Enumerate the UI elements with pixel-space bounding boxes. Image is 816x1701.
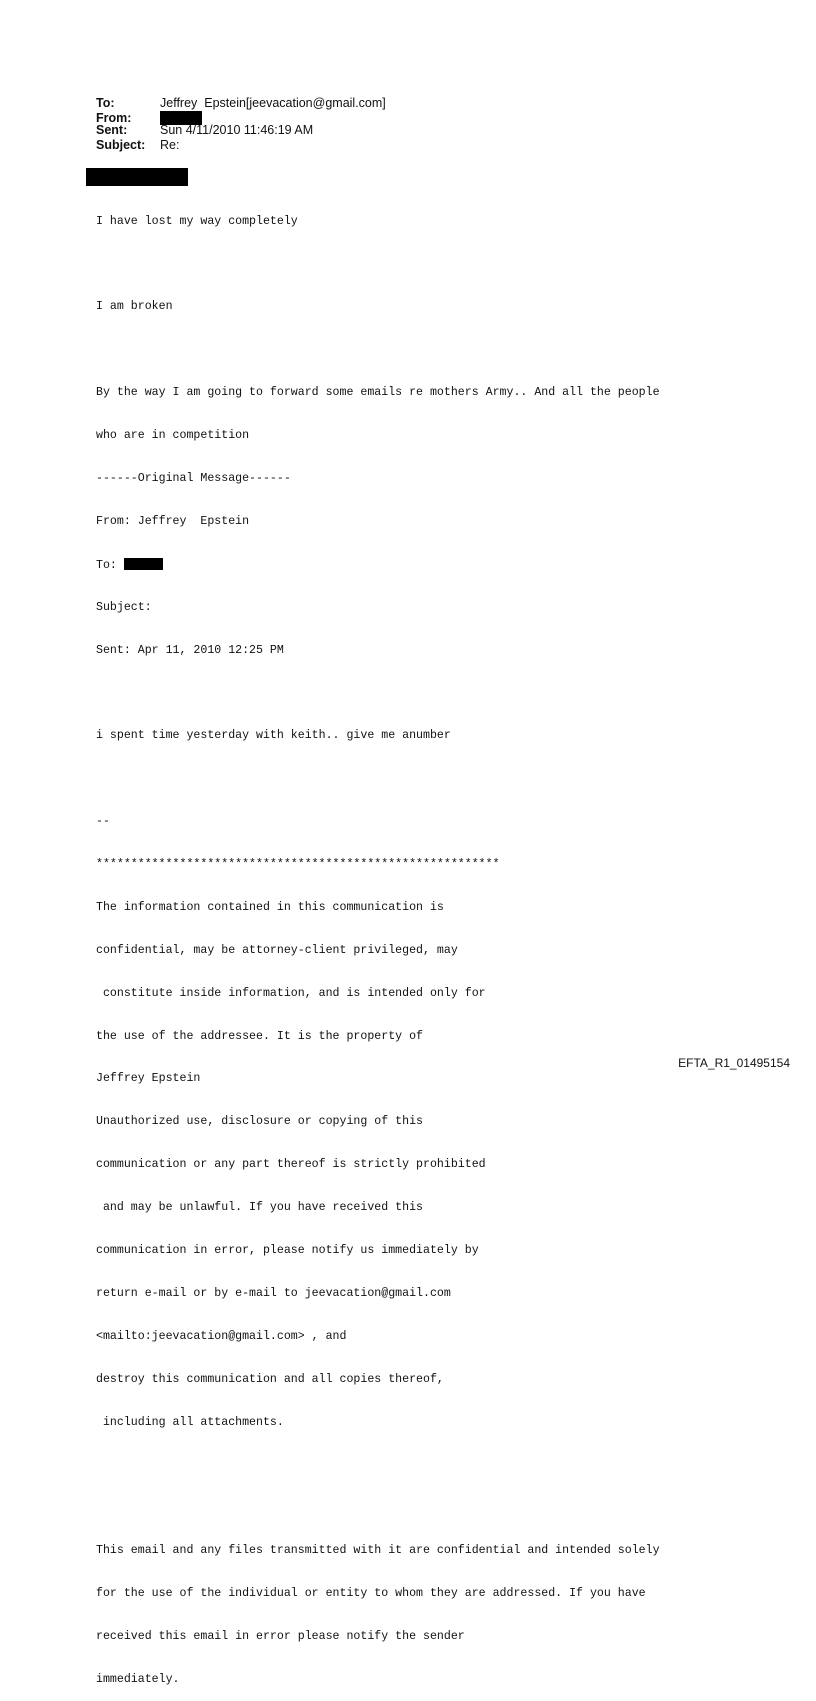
subject-row bbox=[96, 138, 386, 153]
body-line: communication or any part thereof is strictly prohibited bbox=[96, 1158, 486, 1172]
body-line: ********************************************************** bbox=[96, 857, 500, 871]
body-line: received this email in error please notify the sender bbox=[96, 1629, 465, 1643]
email-header bbox=[96, 96, 386, 152]
body-line: I have lost my way completely bbox=[96, 214, 298, 228]
body-line bbox=[96, 1458, 660, 1472]
body-line: This email and any files transmitted with it are confidential and intended solely bbox=[96, 1544, 660, 1558]
body-line: return e-mail or by e-mail to jeevacation@gmail.com bbox=[96, 1286, 451, 1300]
body-line: ------Original Message------ bbox=[96, 471, 291, 485]
body-line: the use of the addressee. It is the property of bbox=[96, 1029, 423, 1043]
body-line: confidential, may be attorney-client privileged, may bbox=[96, 943, 458, 957]
body-line: Sent: Apr 11, 2010 12:25 PM bbox=[96, 643, 284, 657]
body-line: Unauthorized use, disclosure or copying of this bbox=[96, 1115, 423, 1129]
email-body bbox=[96, 186, 660, 1701]
body-line: Jeffrey Epstein bbox=[96, 1072, 201, 1086]
body-line bbox=[96, 1501, 660, 1515]
subject-value: Re: bbox=[160, 137, 180, 152]
body-line bbox=[96, 257, 660, 271]
subject-label: Subject: bbox=[96, 137, 146, 152]
sent-value: Sun 4/11/2010 11:46:19 AM bbox=[160, 123, 314, 137]
body-line bbox=[96, 772, 660, 786]
sent-row bbox=[96, 123, 386, 138]
body-line: I am broken bbox=[96, 300, 173, 314]
to-row bbox=[96, 96, 386, 111]
to-label: To: bbox=[96, 96, 115, 110]
body-line: <mailto:jeevacation@gmail.com> , and bbox=[96, 1329, 347, 1343]
body-line: and may be unlawful. If you have received this bbox=[96, 1201, 423, 1215]
body-line: destroy this communication and all copies thereof, bbox=[96, 1372, 444, 1386]
body-line: constitute inside information, and is intended only for bbox=[96, 986, 486, 1000]
to-value: Jeffrey Epstein[jeevacation@gmail.com] bbox=[160, 96, 386, 110]
redaction-box bbox=[86, 168, 188, 186]
body-line bbox=[96, 343, 660, 357]
document-id: EFTA_R1_01495154 bbox=[678, 1056, 790, 1070]
body-line: including all attachments. bbox=[96, 1415, 284, 1429]
body-line: i spent time yesterday with keith.. give me anumber bbox=[96, 729, 451, 743]
body-line: From: Jeffrey Epstein bbox=[96, 514, 250, 528]
body-line: -- bbox=[96, 815, 110, 829]
to-line bbox=[96, 558, 660, 572]
body-line: for the use of the individual or entity to whom they are addressed. If you have bbox=[96, 1587, 646, 1601]
body-line: By the way I am going to forward some emails re mothers Army.. And all the people bbox=[96, 386, 660, 400]
body-line bbox=[96, 686, 660, 700]
body-line: communication in error, please notify us immediately by bbox=[96, 1243, 479, 1257]
body-line: To: bbox=[96, 558, 124, 572]
body-line: The information contained in this communication is bbox=[96, 900, 444, 914]
body-line: who are in competition bbox=[96, 429, 250, 443]
redaction-box bbox=[124, 558, 163, 570]
body-line: immediately. bbox=[96, 1672, 180, 1686]
from-label: From: bbox=[96, 110, 132, 125]
body-line: Subject: bbox=[96, 600, 152, 614]
sent-label: Sent: bbox=[96, 123, 128, 137]
